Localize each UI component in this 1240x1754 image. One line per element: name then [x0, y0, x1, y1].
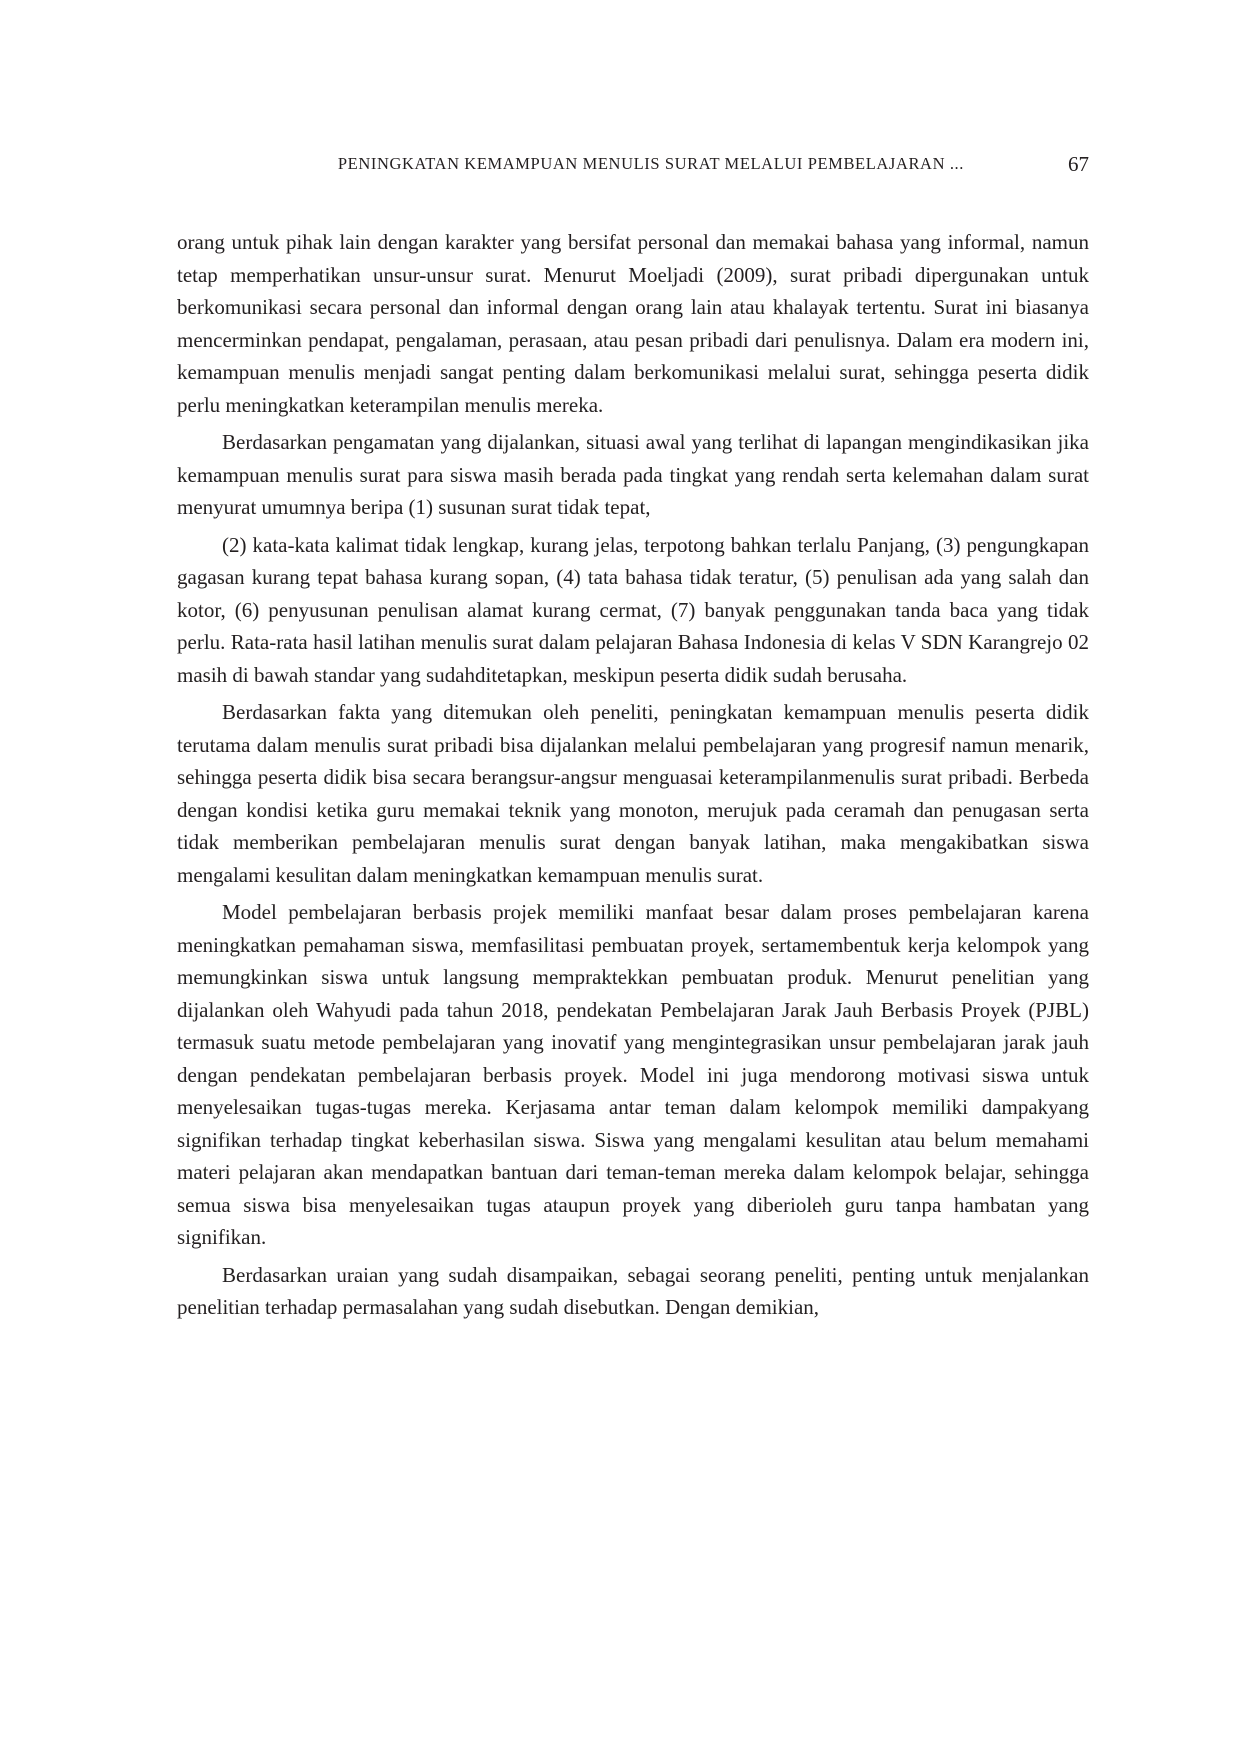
page-number: 67 — [1068, 152, 1089, 176]
body-text — [177, 226, 1089, 1329]
paragraph: Berdasarkan pengamatan yang dijalankan, situasi awal yang terlihat di lapangan mengindikasikan jika kemampuan menulis surat para siswa masih berada pada tingkat yang rendah serta kelemahan dalam surat menyurat umumnya beripa (1) susunan surat tidak tepat, — [177, 430, 1089, 519]
paragraph: Berdasarkan uraian yang sudah disampaikan, sebagai seorang peneliti, penting untuk menjalankan penelitian terhadap permasalahan yang sudah disebutkan. Dengan demikian, — [177, 1262, 1089, 1319]
paragraph: (2) kata-kata kalimat tidak lengkap, kurang jelas, terpotong bahkan terlalu Panjang, (3) pengungkapan gagasan kurang tepat bahasa kurang sopan, (4) tata bahasa tidak teratur, (5) penulisan ada yang salah dan kotor, (6) penyusunan penulisan alamat kurang cermat, (7) banyak penggunakan tanda baca yang tidak perlu. Rata-rata hasil latihan menulis surat dalam pelajaran Bahasa Indonesia di kelas V SDN Karangrejo 02 masih di bawah standar yang sudahditetapkan, meskipun peserta didik sudah berusaha. — [177, 532, 1089, 687]
page-header — [177, 152, 1089, 176]
paragraph: orang untuk pihak lain dengan karakter yang bersifat personal dan memakai bahasa yang informal, namun tetap memperhatikan unsur-unsur surat. Menurut Moeljadi (2009), surat pribadi dipergunakan untuk berkomunikasi secara personal dan informal dengan orang lain atau khalayak tertentu. Surat ini biasanya mencerminkan pendapat, pengalaman, perasaan, atau pesan pribadi dari penulisnya. Dalam era modern ini, kemampuan menulis menjadi sangat penting dalam berkomunikasi melalui surat, sehingga peserta didik perlu meningkatkan keterampilan menulis mereka. — [177, 230, 1089, 417]
running-title: PENINGKATAN KEMAMPUAN MENULIS SURAT MELALUI PEMBELAJARAN ... — [337, 154, 964, 173]
paragraph: Berdasarkan fakta yang ditemukan oleh peneliti, peningkatan kemampuan menulis peserta didik terutama dalam menulis surat pribadi bisa dijalankan melalui pembelajaran yang progresif namun menarik, sehingga peserta didik bisa secara berangsur-angsur menguasai keterampilanmenulis surat pribadi. Berbeda dengan kondisi ketika guru memakai teknik yang monoton, merujuk pada ceramah dan penugasan serta tidak memberikan pembelajaran menulis surat dengan banyak latihan, maka mengakibatkan siswa mengalami kesulitan dalam meningkatkan kemampuan menulis surat. — [177, 700, 1089, 887]
paragraph: Model pembelajaran berbasis projek memiliki manfaat besar dalam proses pembelajaran karena meningkatkan pemahaman siswa, memfasilitasi pembuatan proyek, sertamembentuk kerja kelompok yang memungkinkan siswa untuk langsung mempraktekkan pembuatan produk. Menurut penelitian yang dijalankan oleh Wahyudi pada tahun 2018, pendekatan Pembelajaran Jarak Jauh Berbasis Proyek (PJBL) termasuk suatu metode pembelajaran yang inovatif yang mengintegrasikan unsur pembelajaran jarak jauh dengan pendekatan pembelajaran berbasis proyek. Model ini juga mendorong motivasi siswa untuk menyelesaikan tugas-tugas mereka. Kerjasama antar teman dalam kelompok memiliki dampakyang signifikan terhadap tingkat keberhasilan siswa. Siswa yang mengalami kesulitan atau belum memahami materi pelajaran akan mendapatkan bantuan dari teman-teman mereka dalam kelompok belajar, sehingga semua siswa bisa menyelesaikan tugas ataupun proyek yang diberioleh guru tanpa hambatan yang signifikan. — [177, 900, 1089, 1249]
